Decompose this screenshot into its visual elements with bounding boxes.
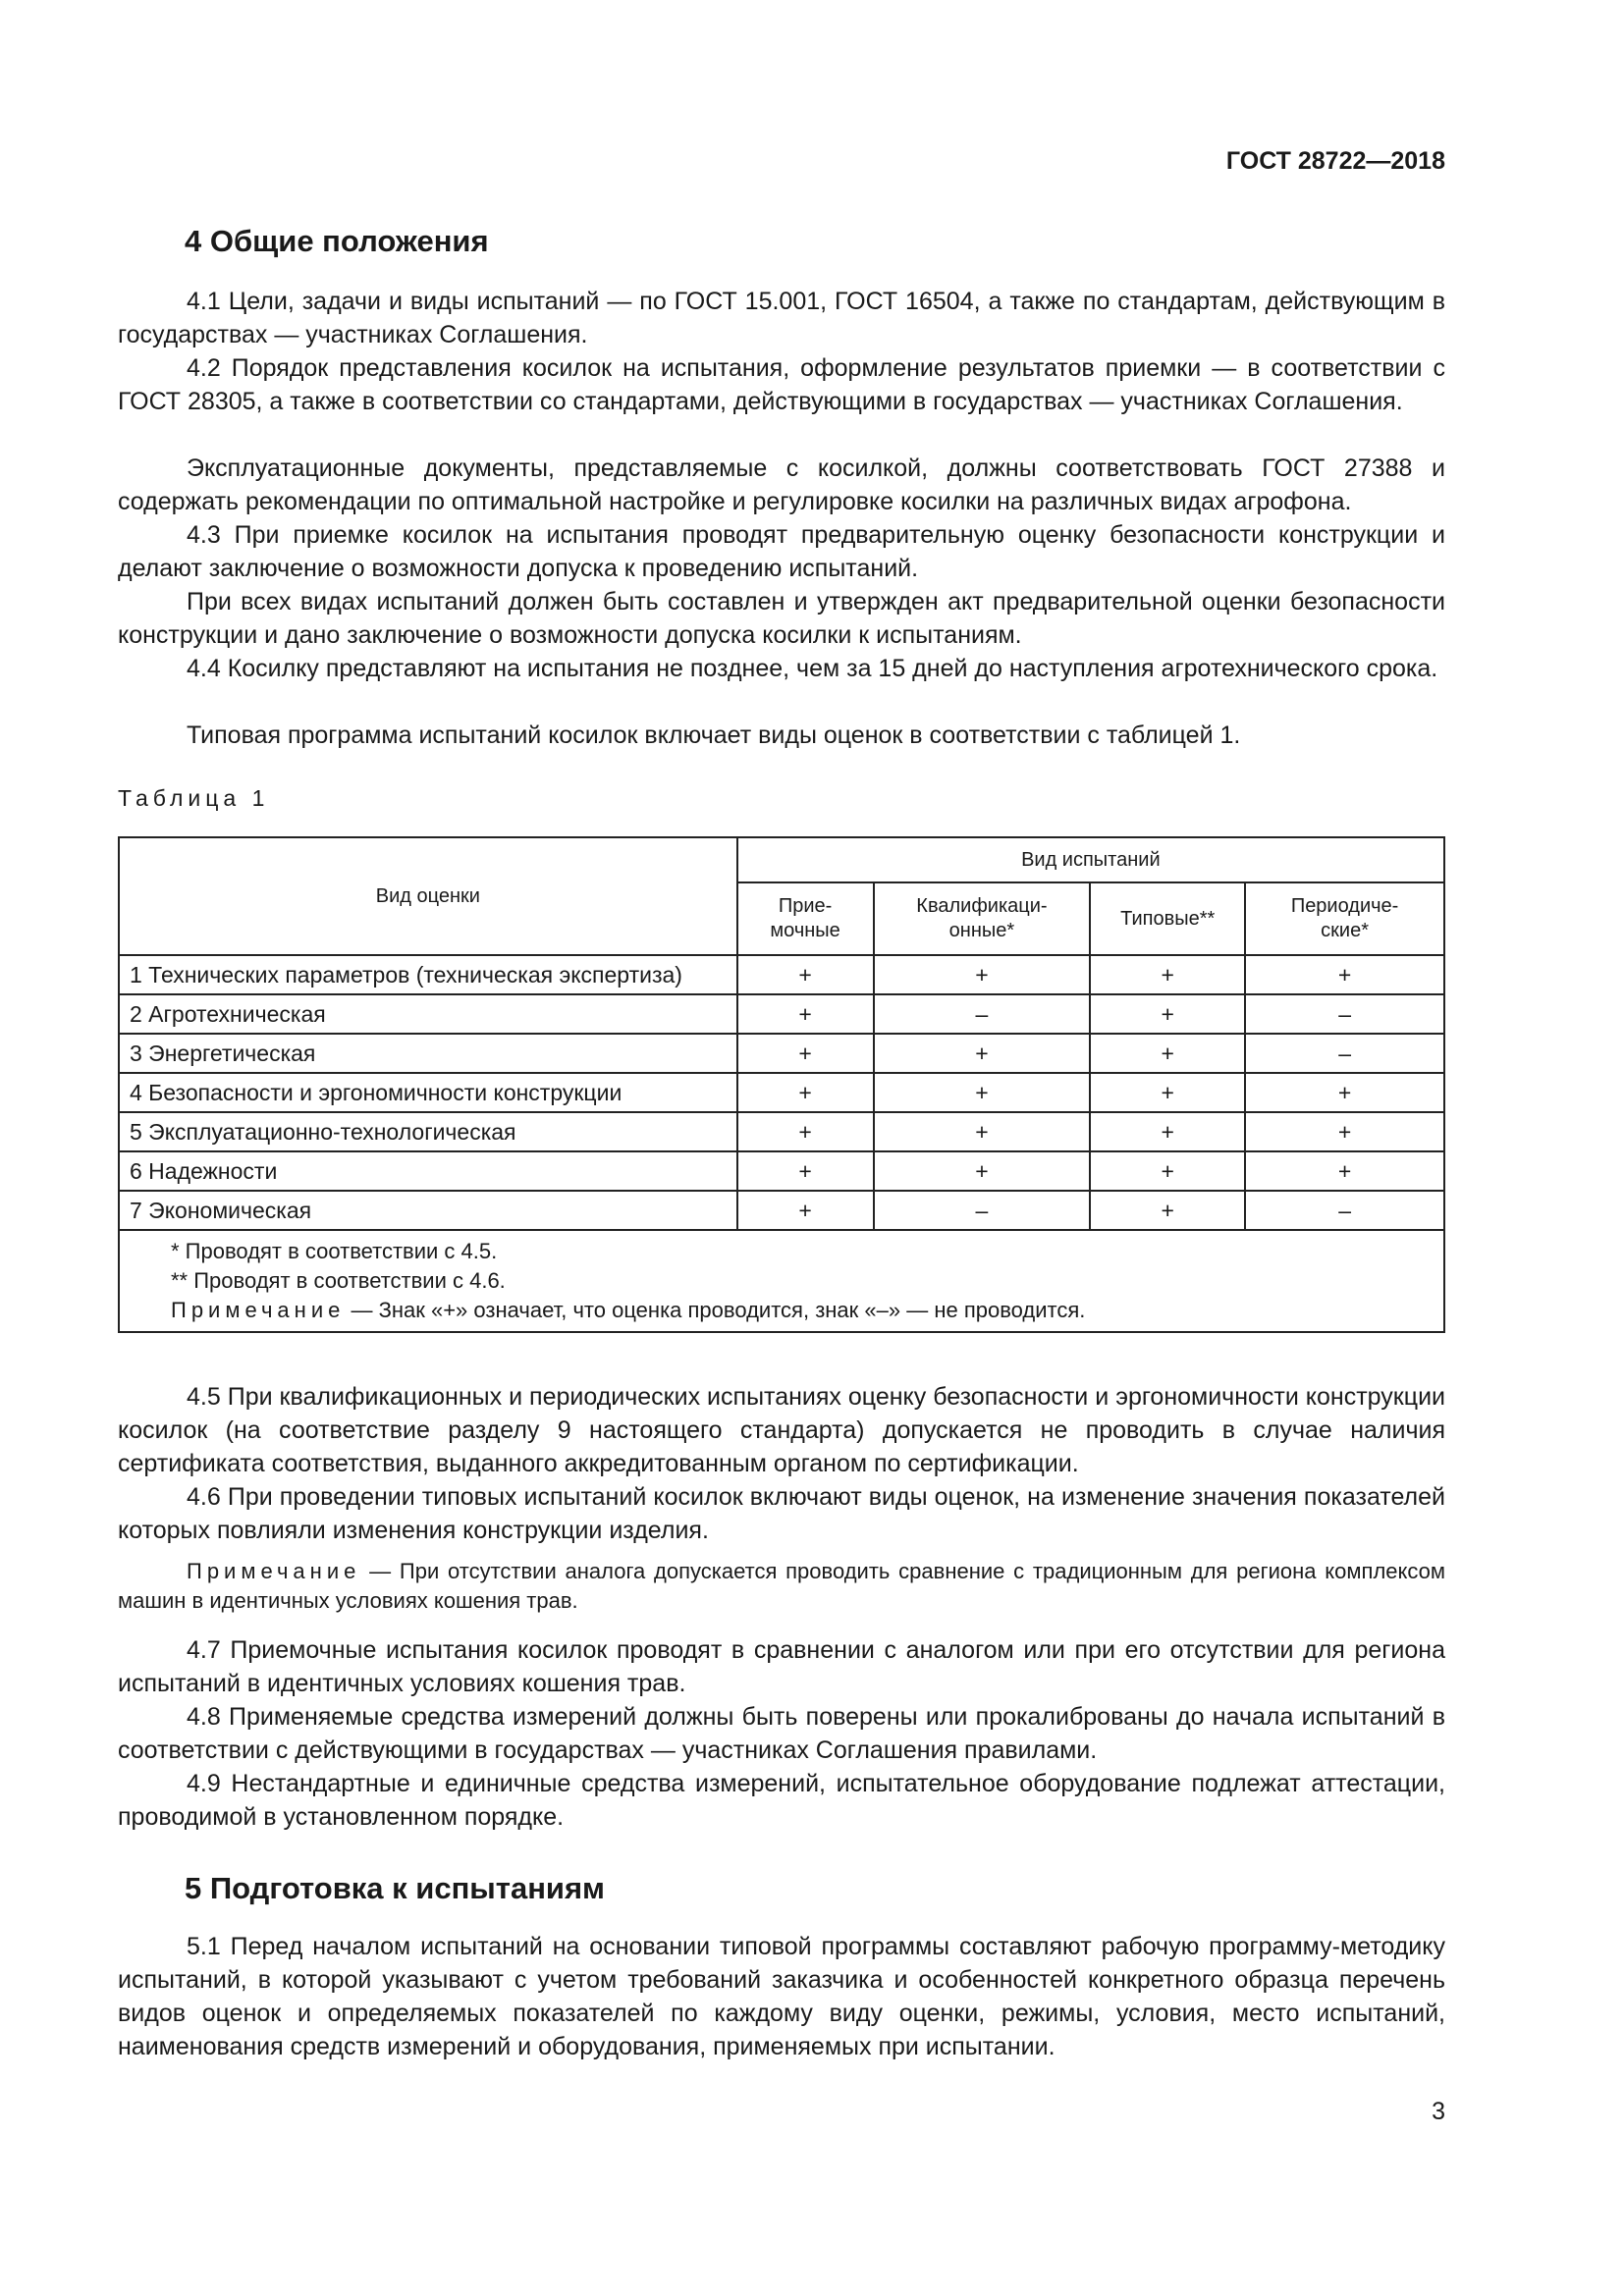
footnote-1: * Проводят в соответствии с 4.5. — [171, 1239, 498, 1263]
column-header-periodic: Периодиче- ские* — [1245, 882, 1444, 955]
table-cell: – — [874, 994, 1091, 1034]
document-code: ГОСТ 28722—2018 — [1225, 147, 1445, 175]
table-row — [119, 1151, 1444, 1191]
table-note — [171, 1296, 1434, 1325]
table-cell: + — [737, 1034, 874, 1073]
row-label: 3 Энергетическая — [119, 1034, 737, 1073]
row-label: 7 Экономическая — [119, 1191, 737, 1230]
section-4-heading: 4 Общие положения — [185, 224, 489, 258]
column-header-qualification: Квалификаци- онные* — [874, 882, 1091, 955]
table-cell: + — [874, 1151, 1091, 1191]
table-row — [119, 1191, 1444, 1230]
note-4-6 — [118, 1557, 1445, 1616]
table-cell: + — [1090, 1073, 1245, 1112]
paragraph-4-7: 4.7 Приемочные испытания косилок проводят в сравнении с аналогом или при его отсутствии для региона испытаний в идентичных условиях кошения трав. — [118, 1636, 1445, 1697]
table-cell: + — [1245, 1073, 1444, 1112]
table-cell: + — [737, 994, 874, 1034]
row-label: 4 Безопасности и эргономичности конструкции — [119, 1073, 737, 1112]
paragraph-preliminary-act: При всех видах испытаний должен быть составлен и утвержден акт предварительной оценки безопасности конструкции и дано заключение о возможности допуска косилки к испытаниям. — [118, 588, 1445, 649]
note-label: Примечание — [187, 1559, 361, 1583]
table-cell: – — [1245, 1191, 1444, 1230]
table-cell: + — [874, 1112, 1091, 1151]
table-cell: + — [1245, 1151, 1444, 1191]
paragraph-5-1: 5.1 Перед началом испытаний на основании типовой программы составляют рабочую программу-методику испытаний, в которой указывают с учетом требований заказчика и особенностей конкретного образца перечень видов оценок и определяемых показателей по каждому виду оценки, режимы, условия, место испытаний, наименования средств измерений и оборудования, применяемых при испытании. — [118, 1933, 1445, 2060]
column-header-type: Типовые** — [1090, 882, 1245, 955]
table-cell: + — [737, 1073, 874, 1112]
table-row — [119, 1073, 1444, 1112]
table-note-text: — Знак «+» означает, что оценка проводится, знак «–» — не проводится. — [345, 1298, 1086, 1322]
paragraph-4-4: 4.4 Косилку представляют на испытания не позднее, чем за 15 дней до наступления агротехнического срока. — [187, 655, 1438, 682]
paragraph-4-6: 4.6 При проведении типовых испытаний косилок включают виды оценок, на изменение значения показателей которых повлияли изменения конструкции изделия. — [118, 1483, 1445, 1544]
table-cell: + — [1090, 1112, 1245, 1151]
table-cell: + — [874, 1073, 1091, 1112]
table-cell: + — [874, 1034, 1091, 1073]
row-label: 1 Технических параметров (техническая экспертиза) — [119, 955, 737, 994]
table-cell: – — [1245, 994, 1444, 1034]
note-text: — При отсутствии аналога допускается проводить сравнение с традиционным для региона комплексом машин в идентичных условиях кошения трав. — [118, 1559, 1445, 1613]
table-cell: + — [737, 955, 874, 994]
table-cell: + — [1090, 1151, 1245, 1191]
table-note-label: Примечание — [171, 1298, 346, 1322]
row-label: 2 Агротехническая — [119, 994, 737, 1034]
table-cell: + — [737, 1191, 874, 1230]
table-row — [119, 955, 1444, 994]
table-row — [119, 1112, 1444, 1151]
table-cell: – — [1245, 1034, 1444, 1073]
row-label: 6 Надежности — [119, 1151, 737, 1191]
table-cell: – — [874, 1191, 1091, 1230]
row-label: 5 Эксплуатационно-технологическая — [119, 1112, 737, 1151]
paragraph-4-9: 4.9 Нестандартные и единичные средства измерений, испытательное оборудование подлежат аттестации, проводимой в установленном порядке. — [118, 1770, 1445, 1831]
table-footer — [119, 1230, 1444, 1332]
table-row — [119, 994, 1444, 1034]
paragraph-operating-docs: Эксплуатационные документы, представляемые с косилкой, должны соответствовать ГОСТ 27388 и содержать рекомендации по оптимальной настройке и регулировке косилки на различных видах агрофона. — [118, 454, 1445, 515]
table-row — [119, 1034, 1444, 1073]
table-cell: + — [1090, 994, 1245, 1034]
evaluation-table — [118, 836, 1445, 1333]
paragraph-4-5: 4.5 При квалификационных и периодических испытаниях оценку безопасности и эргономичности конструкции косилок (на соответствие разделу 9 настоящего стандарта) допускается не проводить в случае наличия сертификата соответствия, выданного аккредитованным органом по сертификации. — [118, 1383, 1445, 1477]
column-group-header-tests: Вид испытаний — [737, 837, 1444, 882]
table-footnotes — [119, 1230, 1444, 1332]
paragraph-4-1: 4.1 Цели, задачи и виды испытаний — по ГОСТ 15.001, ГОСТ 16504, а также по стандартам, действующим в государствах — участниках Соглашения. — [118, 288, 1445, 348]
table-caption: Таблица 1 — [118, 785, 270, 811]
paragraph-4-2: 4.2 Порядок представления косилок на испытания, оформление результатов приемки — в соответствии с ГОСТ 28305, а также в соответствии со стандартами, действующими в государствах — участниках Соглашения. — [118, 354, 1445, 415]
table-cell: + — [737, 1151, 874, 1191]
table-cell: + — [737, 1112, 874, 1151]
table-cell: + — [1090, 1034, 1245, 1073]
table-cell: + — [1245, 955, 1444, 994]
footnote-2: ** Проводят в соответствии с 4.6. — [171, 1268, 506, 1293]
column-header-evaluation: Вид оценки — [119, 837, 737, 955]
table-cell: + — [874, 955, 1091, 994]
section-5-heading: 5 Подготовка к испытаниям — [185, 1871, 605, 1905]
column-header-acceptance: Прие- мочные — [737, 882, 874, 955]
table-cell: + — [1090, 955, 1245, 994]
table-cell: + — [1245, 1112, 1444, 1151]
paragraph-program: Типовая программа испытаний косилок включает виды оценок в соответствии с таблицей 1. — [187, 721, 1241, 749]
paragraph-4-8: 4.8 Применяемые средства измерений должны быть поверены или прокалиброваны до начала испытаний в соответствии с действующими в государствах — участниках Соглашения правилами. — [118, 1703, 1445, 1764]
table-cell: + — [1090, 1191, 1245, 1230]
page-number: 3 — [1432, 2098, 1445, 2125]
paragraph-4-3: 4.3 При приемке косилок на испытания проводят предварительную оценку безопасности конструкции и делают заключение о возможности допуска к проведению испытаний. — [118, 521, 1445, 582]
